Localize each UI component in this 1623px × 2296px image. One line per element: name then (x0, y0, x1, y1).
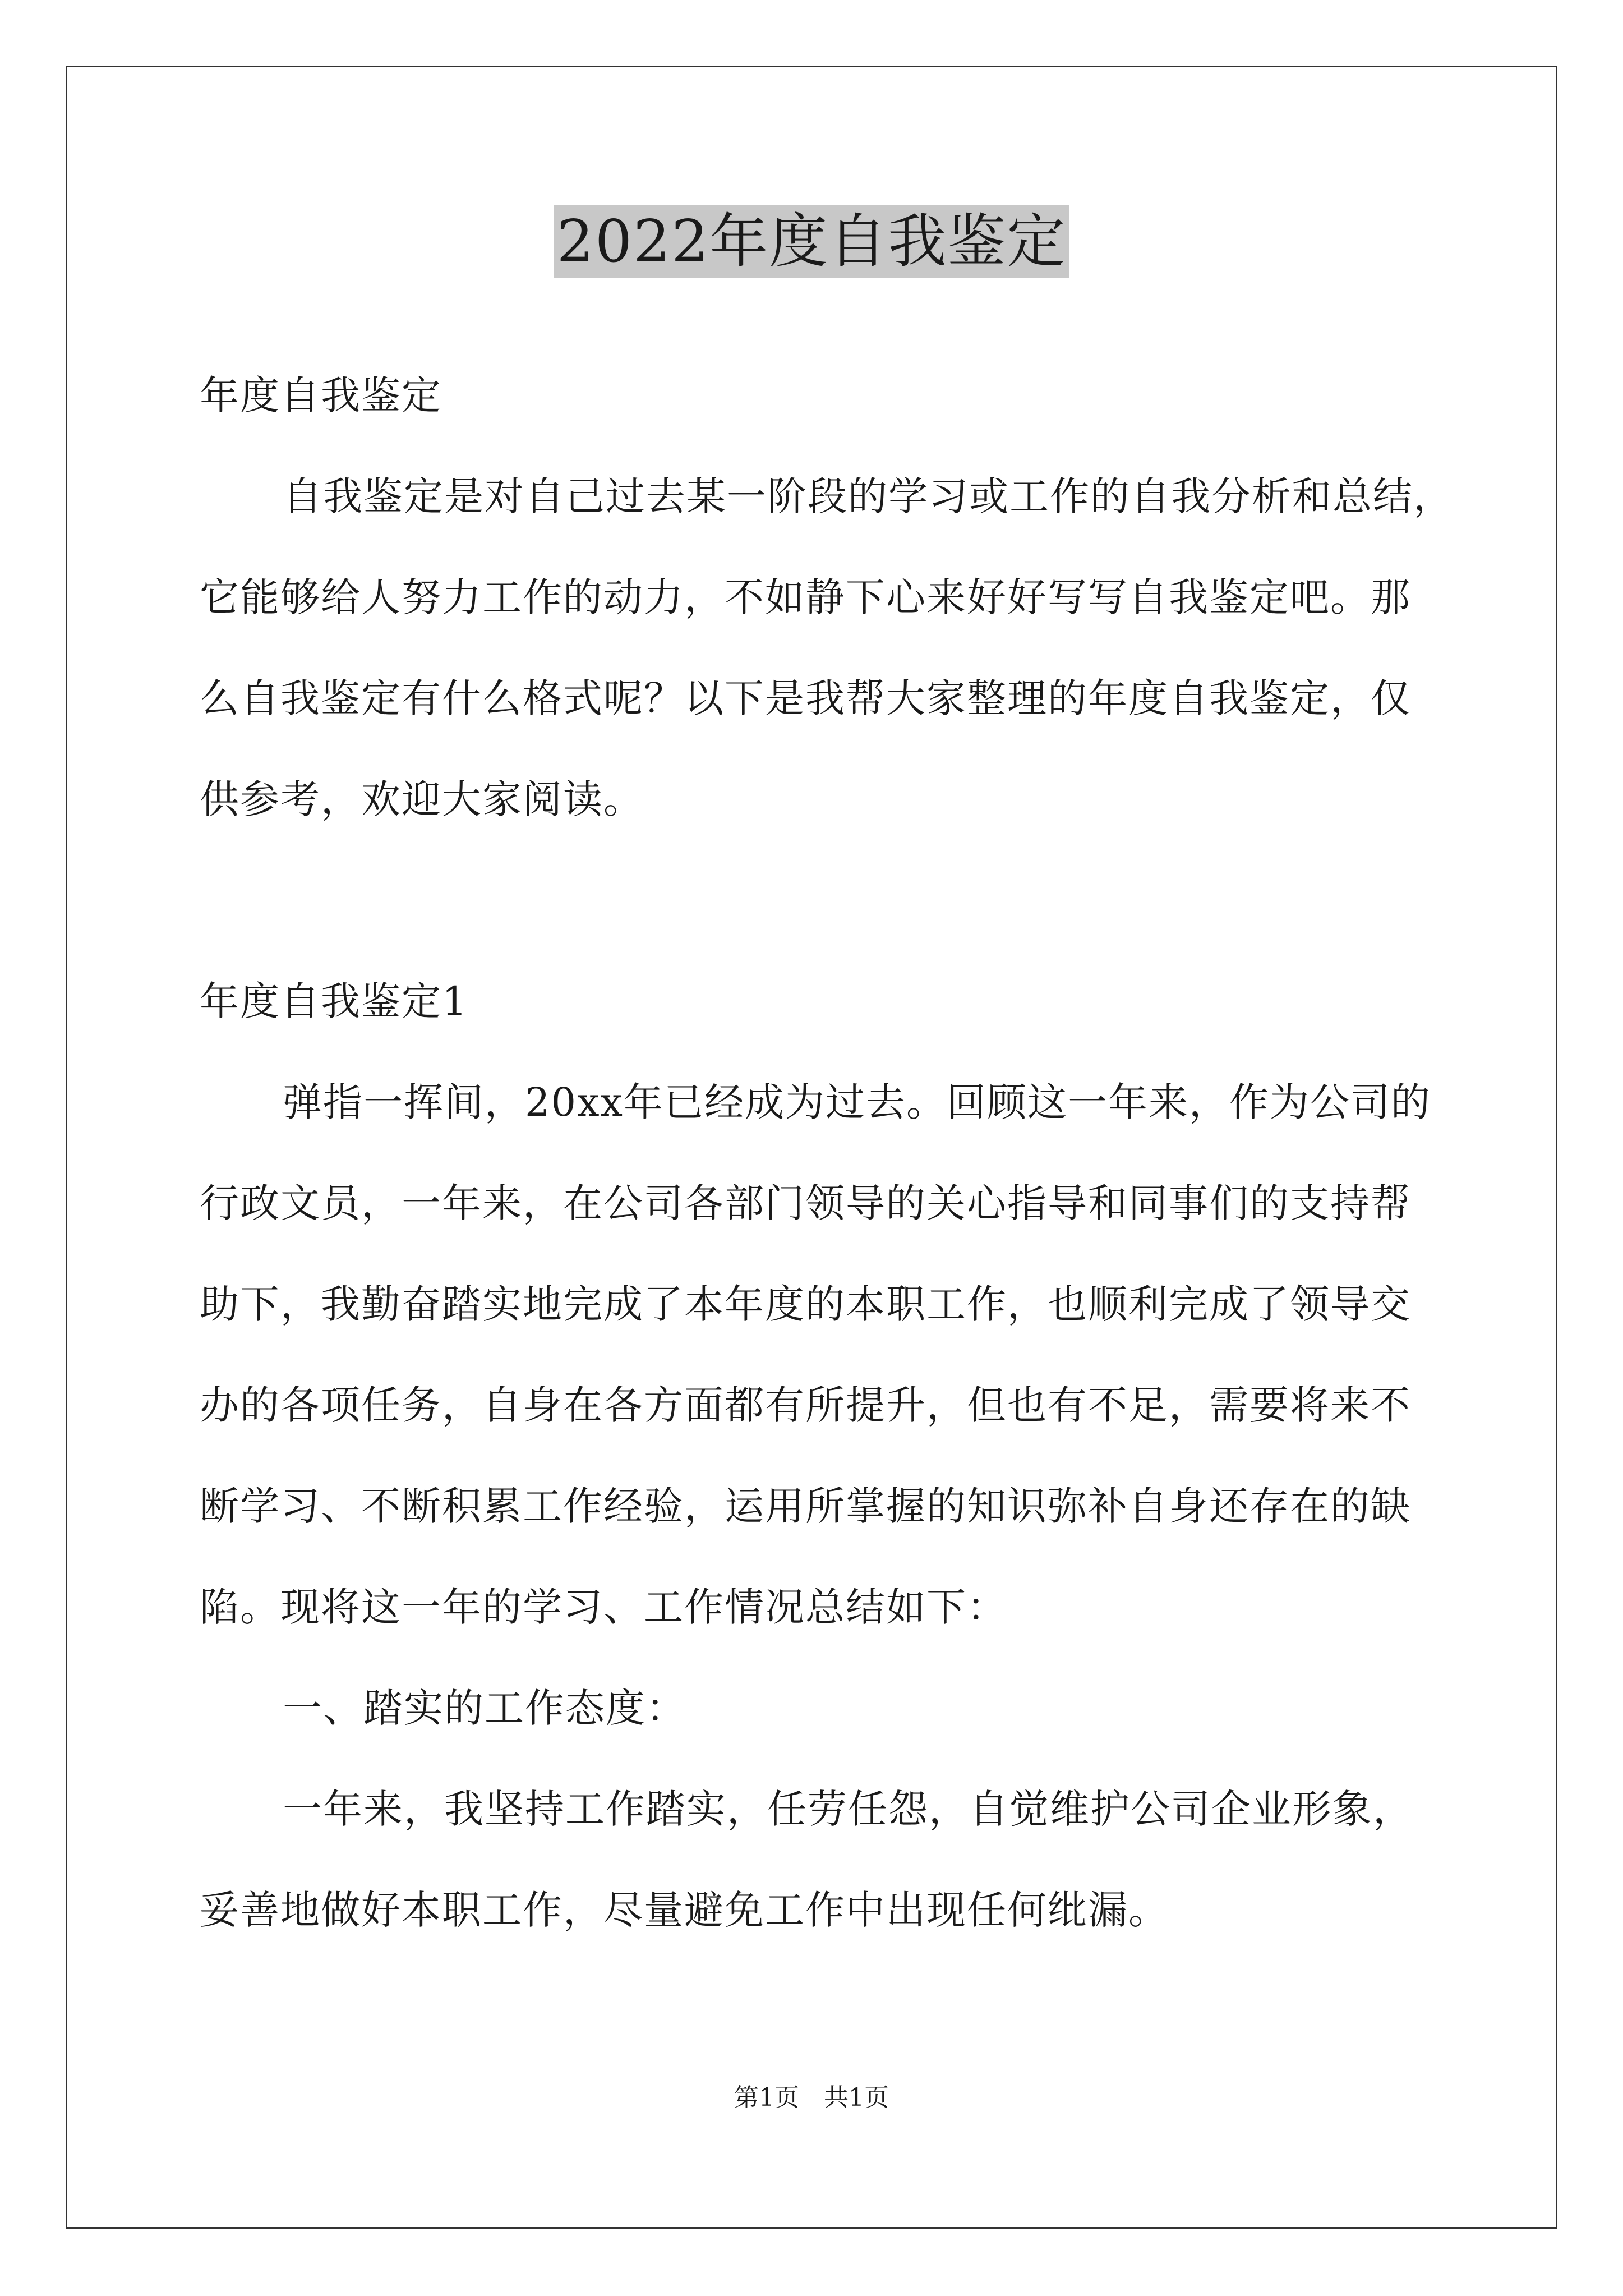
paragraph-line: 它能够给人努力工作的动力，不如静下心来好好写写自我鉴定吧。那 (200, 574, 1411, 620)
paragraph-line: 一年来，我坚持工作踏实，任劳任怨，自觉维护公司企业形象， (283, 1786, 1413, 1832)
paragraph-line: 供参考，欢迎大家阅读。 (200, 776, 644, 822)
paragraph-line: 断学习、不断积累工作经验，运用所掌握的知识弥补自身还存在的缺 (200, 1483, 1411, 1529)
title-container (0, 205, 1623, 278)
document-body (200, 345, 1454, 1961)
section-heading: 年度自我鉴定 (200, 372, 442, 418)
paragraph-gap (200, 850, 1439, 951)
document-title: 2022年度自我鉴定 (554, 205, 1070, 278)
paragraph-line: 助下，我勤奋踏实地完成了本年度的本职工作，也顺利完成了领导交 (200, 1281, 1411, 1327)
section-heading: 年度自我鉴定1 (200, 978, 468, 1024)
paragraph-line: 自我鉴定是对自己过去某一阶段的学习或工作的自我分析和总结， (283, 473, 1454, 519)
paragraph-line: 陷。现将这一年的学习、工作情况总结如下： (200, 1584, 1007, 1630)
subsection-heading: 一、踏实的工作态度： (283, 1685, 686, 1731)
paragraph-line: 妥善地做好本职工作，尽量避免工作中出现任何纰漏。 (200, 1887, 1169, 1933)
paragraph-line: 办的各项任务，自身在各方面都有所提升，但也有不足，需要将来不 (200, 1382, 1411, 1428)
page-footer: 第1页 共1页 (734, 2083, 889, 2112)
paragraph-line: 弹指一挥间，20xx年已经成为过去。回顾这一年来，作为公司的 (283, 1079, 1432, 1125)
paragraph-line: 行政文员，一年来，在公司各部门领导的关心指导和同事们的支持帮 (200, 1180, 1411, 1226)
paragraph-line: 么自我鉴定有什么格式呢？以下是我帮大家整理的年度自我鉴定，仅 (200, 675, 1411, 721)
